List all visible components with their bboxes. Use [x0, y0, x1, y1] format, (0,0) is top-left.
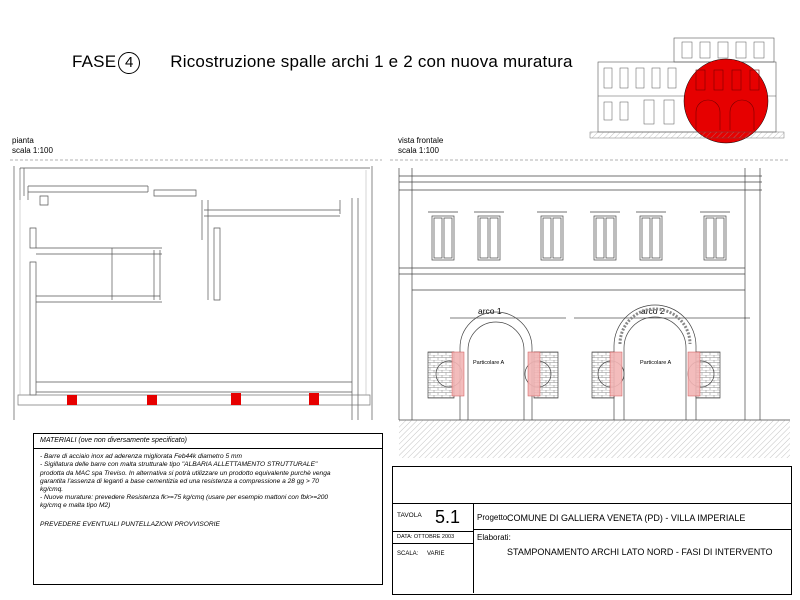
arch-shoulder-reconstruction [452, 352, 700, 396]
date-label: DATA: OTTOBRE 2003 [397, 534, 455, 540]
front-view-title: vista frontale [398, 136, 444, 145]
drawings-value: STAMPONAMENTO ARCHI LATO NORD - FASI DI INTERVENTO [507, 547, 773, 557]
project-value: COMUNE DI GALLIERA VENETA (PD) - VILLA IMPERIALE [507, 513, 746, 523]
tavola-label: TAVOLA [397, 512, 422, 519]
materials-line: garantita l'assenza di leganti a base cementizia ed una resistenza a compressione a 28 gg > 70 [40, 477, 319, 485]
project-label: Progetto: [477, 513, 510, 522]
title-block-top [393, 467, 791, 504]
detail-a-label-2: Particolare A [640, 360, 672, 366]
ground-hatch [399, 420, 790, 458]
materials-line: - Barre di acciaio inox ad aderenza migliorata Feb44k diametro 5 mm [40, 453, 242, 461]
materials-line: prodotta da MAC spa Treviso. In alternativa si potrà utilizzare un prodotto equivalente purchè venga [40, 469, 331, 477]
arch-2-label: arco 2 [641, 306, 665, 316]
phase-description: Ricostruzione spalle archi 1 e 2 con nuova muratura [170, 52, 573, 71]
front-view-scale: scala 1:100 [398, 146, 439, 155]
materials-notes [33, 433, 383, 585]
elevation-thumbnail [590, 38, 784, 143]
materials-line: - Sigillatura delle barre con malta strutturale tipo "ALBARIA ALLETTAMENTO STRUTTURALE" [40, 461, 318, 469]
materials-footer: PREVEDERE EVENTUALI PUNTELLAZIONI PROVVISORIE [40, 520, 220, 528]
scale-value: VARIE [427, 551, 445, 557]
detail-a-label-1: Particolare A [473, 360, 505, 366]
arch-1-label: arco 1 [478, 306, 502, 316]
tavola-value: 5.1 [435, 507, 461, 527]
materials-line: kg/cmq e malta tipo M2) [40, 502, 111, 510]
phase-number-badge: 4 [118, 52, 140, 74]
materials-heading: MATERIALI (ove non diversamente specificato) [34, 434, 382, 449]
plan-scale: scala 1:100 [12, 146, 53, 155]
materials-line: - Nuove murature: prevedere Resistenza fk>=75 kg/cmq (usare per esempio mattoni con fbk>=200 [40, 494, 329, 502]
plan-title: pianta [12, 136, 34, 145]
title-block [392, 466, 792, 595]
drawings-label: Elaborati: [477, 533, 511, 542]
phase-label: FASE [72, 52, 117, 71]
scale-label: SCALA: [397, 551, 419, 557]
materials-line: kg/cmq. [40, 486, 64, 494]
